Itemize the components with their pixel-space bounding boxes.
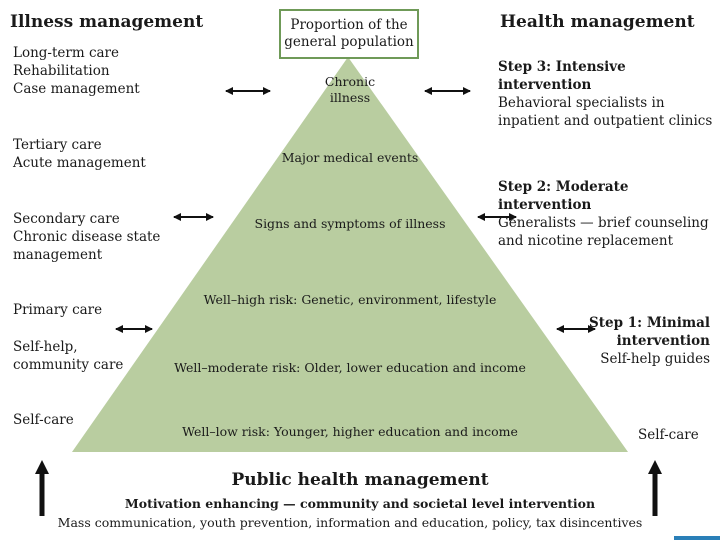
illness-group-secondary xyxy=(13,210,160,264)
illness-item: community care xyxy=(13,357,124,373)
illness-item: Long-term care xyxy=(13,45,120,61)
illness-item: Rehabilitation xyxy=(13,63,110,79)
step3-title: Step 3: Intensive intervention xyxy=(498,59,626,93)
step2-line: Generalists — brief counseling xyxy=(498,215,709,231)
right-self-care: Self-care xyxy=(638,427,699,443)
step1-title: intervention xyxy=(616,333,710,349)
population-box-line: general population xyxy=(284,34,414,50)
public-health-title: Public health management xyxy=(231,470,489,490)
step1-title: Step 1: Minimal xyxy=(589,315,710,331)
public-health-description: Mass communication, youth prevention, information and education, policy, tax disincentives xyxy=(57,515,643,530)
corner-accent-bar xyxy=(674,536,720,540)
illness-item: management xyxy=(13,247,103,263)
illness-item: Tertiary care xyxy=(13,137,102,153)
health-management-title: Health management xyxy=(500,12,695,32)
population-box xyxy=(279,9,419,59)
step2-title: Step 2: Moderate intervention xyxy=(498,179,629,213)
level-low-risk: Well–low risk: Younger, higher education and income xyxy=(182,424,518,439)
illness-item: Case management xyxy=(13,81,140,97)
public-health-subtitle: Motivation enhancing — community and societal level intervention xyxy=(124,496,596,511)
step1-line: Self-help guides xyxy=(600,351,710,367)
step3-line: Behavioral specialists in xyxy=(498,95,665,111)
illness-group-self-help xyxy=(13,338,123,374)
level-moderate-risk: Well–moderate risk: Older, lower education and income xyxy=(174,360,526,375)
step2 xyxy=(498,178,720,250)
level-signs-symptoms: Signs and symptoms of illness xyxy=(254,216,446,231)
illness-group-primary xyxy=(13,301,102,319)
illness-item: Self-help, xyxy=(13,339,78,355)
step2-line: and nicotine replacement xyxy=(498,233,674,249)
illness-item: Acute management xyxy=(13,155,146,171)
level-chronic-illness xyxy=(140,74,560,106)
illness-group-self-care xyxy=(13,411,74,429)
level-chronic-line: Chronic xyxy=(324,74,376,89)
illness-group-long-term xyxy=(13,44,140,98)
illness-group-tertiary xyxy=(13,136,146,172)
illness-item: Self-care xyxy=(13,412,74,428)
step3-line: inpatient and outpatient clinics xyxy=(498,113,713,129)
illness-management-title: Illness management xyxy=(10,12,204,32)
illness-item: Primary care xyxy=(13,302,103,318)
step1 xyxy=(589,314,710,368)
level-major-medical-events: Major medical events xyxy=(281,150,419,165)
level-high-risk: Well–high risk: Genetic, environment, lifestyle xyxy=(203,292,497,307)
illness-item: Chronic disease state xyxy=(13,229,161,245)
level-chronic-line: illness xyxy=(329,90,371,105)
population-box-line: Proportion of the xyxy=(290,17,408,33)
illness-item: Secondary care xyxy=(13,211,120,227)
